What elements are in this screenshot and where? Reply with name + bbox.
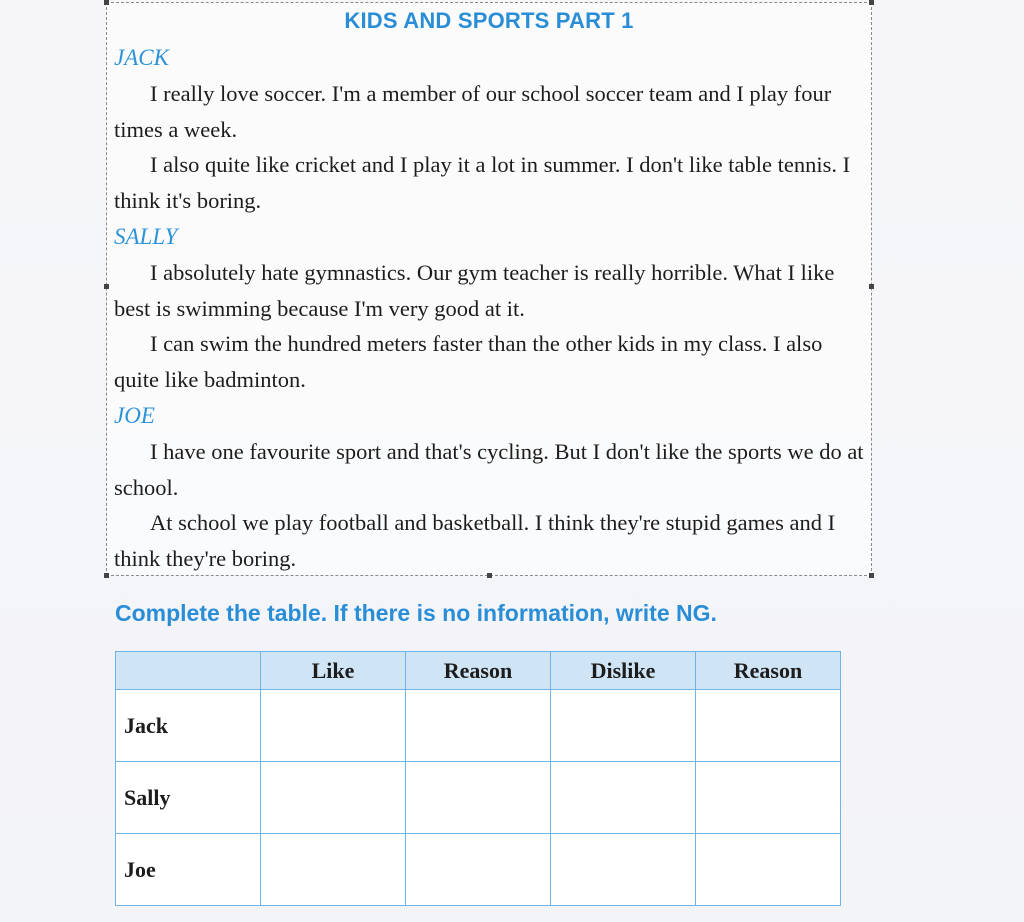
section-name: SALLY (114, 223, 178, 249)
table-header-row (116, 652, 841, 690)
paragraph: I absolutely hate gymnastics. Our gym teacher is really horrible. What I like best is swimming because I'm very good at it. (114, 259, 835, 321)
paragraph: I can swim the hundred meters faster than the other kids in my class. I also quite like badminton. (114, 331, 823, 393)
answer-cell[interactable] (551, 762, 696, 834)
section-name: JOE (114, 402, 155, 428)
table-header-cell: Reason (406, 652, 551, 690)
answer-cell[interactable] (696, 690, 841, 762)
table-row (116, 690, 841, 762)
section-jack (114, 40, 864, 219)
answer-cell[interactable] (551, 834, 696, 906)
table-header-cell: Like (261, 652, 406, 690)
section-joe (114, 398, 864, 577)
answer-cell[interactable] (261, 762, 406, 834)
section-sally (114, 219, 864, 398)
section-name: JACK (114, 45, 169, 70)
paragraph: I have one favourite sport and that's cycling. But I don't like the sports we do at school. (114, 438, 864, 500)
table-header-cell (116, 652, 261, 690)
answer-cell[interactable] (696, 834, 841, 906)
table-row (116, 834, 841, 906)
table-header-cell: Dislike (551, 652, 696, 690)
answer-table (115, 651, 841, 906)
paragraph: I also quite like cricket and I play it a lot in summer. I don't like table tennis. I think it's boring. (114, 152, 851, 214)
table-row (116, 762, 841, 834)
table-header-cell: Reason (696, 652, 841, 690)
resize-handle-bottom-right[interactable] (869, 573, 874, 578)
answer-cell[interactable] (406, 762, 551, 834)
answer-cell[interactable] (696, 762, 841, 834)
answer-cell[interactable] (261, 690, 406, 762)
resize-handle-top-right[interactable] (869, 0, 874, 5)
paragraph: I really love soccer. I'm a member of our school soccer team and I play four times a week. (114, 80, 832, 142)
resize-handle-top-left[interactable] (104, 0, 109, 5)
resize-handle-middle-right[interactable] (869, 284, 874, 289)
resize-handle-middle-left[interactable] (104, 284, 109, 289)
row-label: Sally (116, 762, 261, 834)
paragraph: At school we play football and basketball. I think they're stupid games and I think they're boring. (114, 510, 836, 572)
row-label: Joe (116, 834, 261, 906)
task-instruction: Complete the table. If there is no information, write NG. (115, 600, 717, 626)
answer-cell[interactable] (551, 690, 696, 762)
row-label: Jack (116, 690, 261, 762)
answer-cell[interactable] (406, 690, 551, 762)
resize-handle-bottom-left[interactable] (104, 573, 109, 578)
page-title: KIDS AND SPORTS PART 1 (344, 8, 634, 33)
article-body (114, 40, 864, 577)
answer-cell[interactable] (261, 834, 406, 906)
answer-cell[interactable] (406, 834, 551, 906)
